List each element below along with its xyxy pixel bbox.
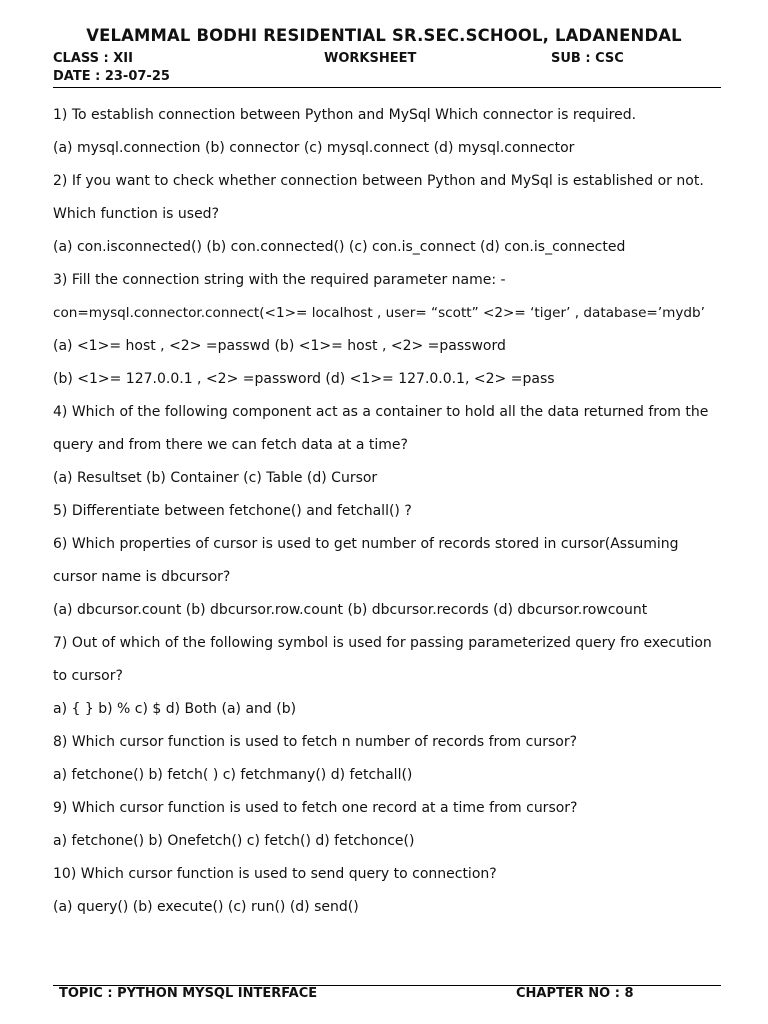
worksheet-line: 9) Which cursor function is used to fetch one record at a time from cursor? (53, 800, 578, 816)
worksheet-line: 4) Which of the following component act as a container to hold all the data returned from the (53, 404, 709, 420)
worksheet-line: (b) <1>= 127.0.0.1 , <2> =password (d) <1>= 127.0.0.1, <2> =pass (53, 371, 555, 387)
worksheet-title: WORKSHEET (324, 51, 417, 66)
worksheet-line: (a) mysql.connection (b) connector (c) mysql.connect (d) mysql.connector (53, 140, 575, 156)
worksheet-line: 3) Fill the connection string with the required parameter name: - (53, 272, 506, 288)
worksheet-line: a) { } b) % c) $ d) Both (a) and (b) (53, 701, 297, 717)
worksheet-line: (a) dbcursor.count (b) dbcursor.row.count (b) dbcursor.records (d) dbcursor.rowcount (53, 602, 648, 618)
header-divider (53, 87, 721, 88)
worksheet-line: a) fetchone() b) Onefetch() c) fetch() d) fetchonce() (53, 833, 415, 849)
worksheet-line: Which function is used? (53, 206, 219, 222)
topic-label: TOPIC : PYTHON MYSQL INTERFACE (59, 986, 318, 1001)
worksheet-line: 5) Differentiate between fetchone() and fetchall() ? (53, 503, 412, 519)
date-label: DATE : 23-07-25 (53, 69, 170, 84)
worksheet-line: (a) <1>= host , <2> =passwd (b) <1>= host , <2> =password (53, 338, 506, 354)
subject-label: SUB : CSC (551, 51, 624, 66)
worksheet-line: cursor name is dbcursor? (53, 569, 231, 585)
worksheet-line: a) fetchone() b) fetch( ) c) fetchmany() d) fetchall() (53, 767, 413, 783)
worksheet-line: 6) Which properties of cursor is used to get number of records stored in cursor(Assuming (53, 536, 679, 552)
worksheet-line: 7) Out of which of the following symbol is used for passing parameterized query fro execution (53, 635, 712, 651)
worksheet-line: to cursor? (53, 668, 123, 684)
worksheet-line: 1) To establish connection between Python and MySql Which connector is required. (53, 107, 637, 123)
worksheet-line: 8) Which cursor function is used to fetch n number of records from cursor? (53, 734, 578, 750)
worksheet-line: (a) query() (b) execute() (c) run() (d) send() (53, 899, 359, 915)
worksheet-line: (a) con.isconnected() (b) con.connected() (c) con.is_connect (d) con.is_connected (53, 239, 626, 255)
class-label: CLASS : XII (53, 51, 133, 66)
worksheet-line: query and from there we can fetch data at a time? (53, 437, 408, 453)
worksheet-line: con=mysql.connector.connect(<1>= localhost , user= “scott” <2>= ‘tiger’ , database=’mydb’ (53, 305, 706, 321)
worksheet-line: 10) Which cursor function is used to send query to connection? (53, 866, 497, 882)
worksheet-line: 2) If you want to check whether connection between Python and MySql is established or not. (53, 173, 704, 189)
school-name: VELAMMAL BODHI RESIDENTIAL SR.SEC.SCHOOL, LADANENDAL (86, 26, 682, 45)
chapter-label: CHAPTER NO : 8 (516, 986, 634, 1001)
worksheet-line: (a) Resultset (b) Container (c) Table (d) Cursor (53, 470, 378, 486)
